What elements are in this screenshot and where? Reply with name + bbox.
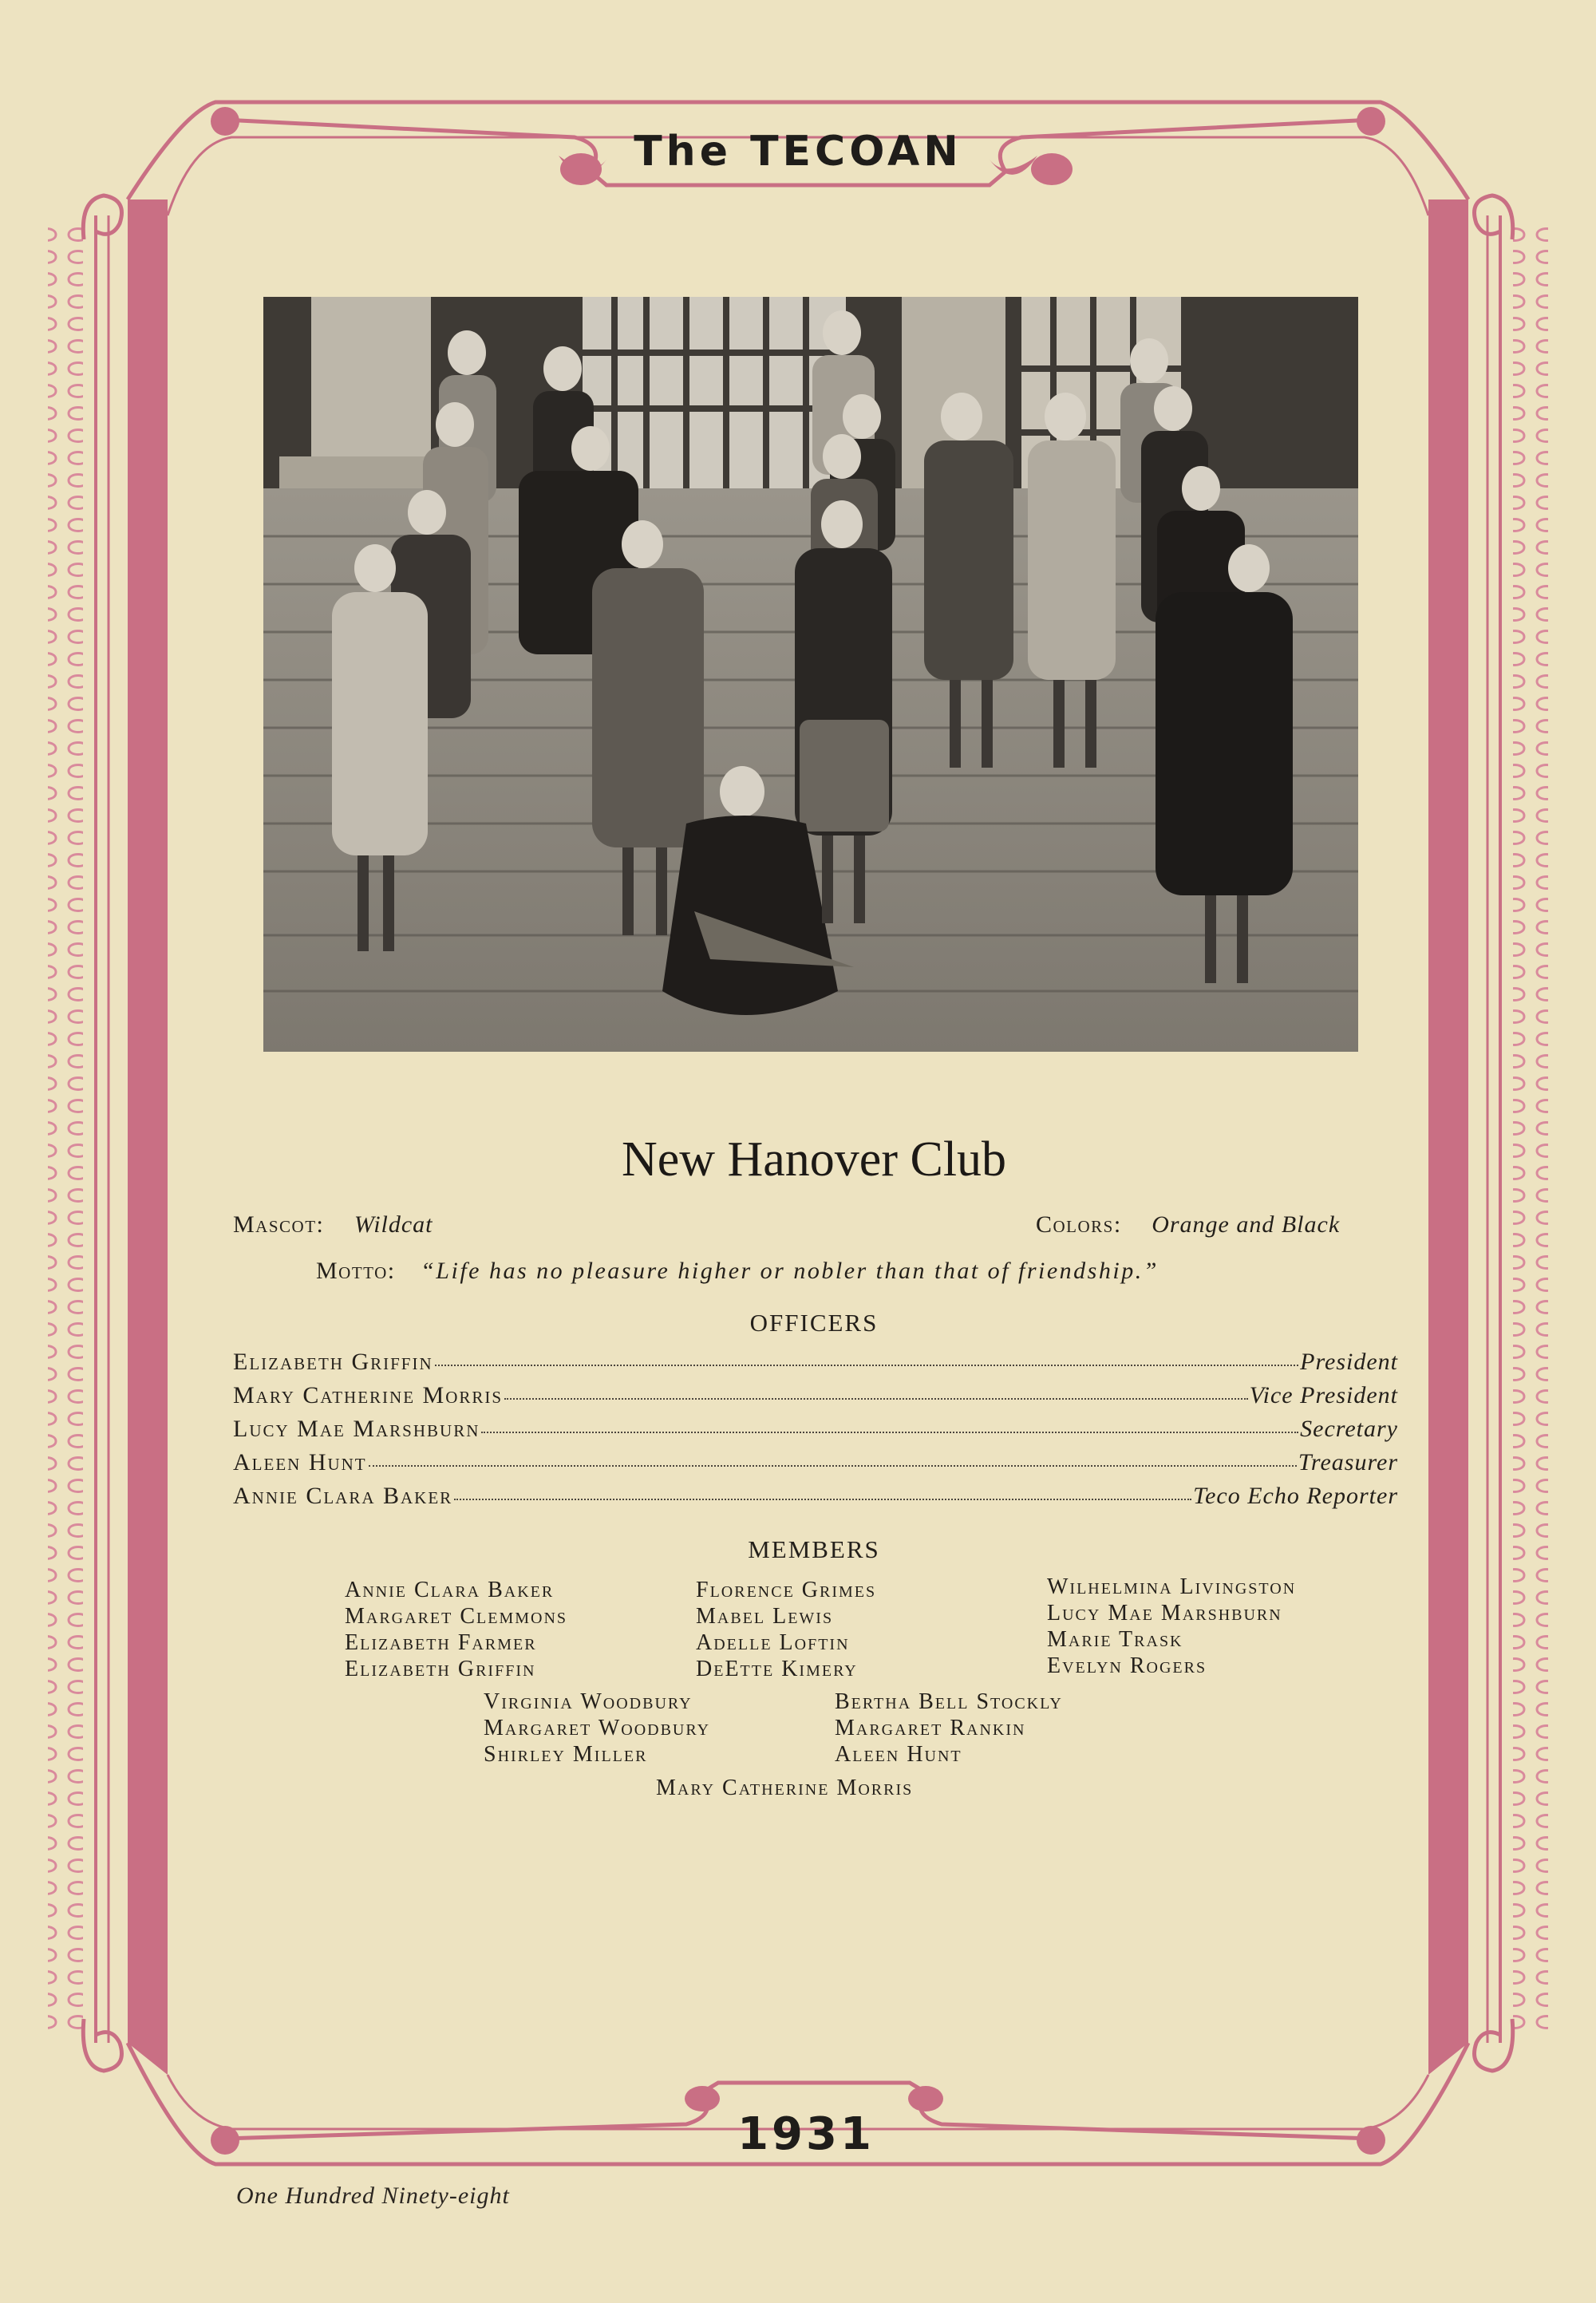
officer-name: Lucy Mae Marshburn: [233, 1416, 480, 1442]
colors-value: Orange and Black: [1152, 1211, 1341, 1238]
club-title: New Hanover Club: [621, 1132, 1007, 1187]
member-name: Evelyn Rogers: [1047, 1653, 1207, 1678]
motto-line: [316, 1258, 1159, 1285]
member-name: Virginia Woodbury: [484, 1689, 693, 1714]
leader-dots: [504, 1398, 1248, 1400]
leader-dots: [435, 1365, 1298, 1366]
leader-dots: [481, 1432, 1298, 1433]
member-name: Elizabeth Griffin: [345, 1657, 536, 1681]
motto-label: Motto:: [316, 1258, 396, 1284]
member-name: Florence Grimes: [696, 1578, 877, 1602]
members-column-2: [696, 1577, 876, 1682]
right-loop-ornament: [1513, 227, 1548, 2031]
member-name: Adelle Loftin: [696, 1630, 850, 1655]
officer-role: President: [1300, 1349, 1398, 1375]
member-name: Annie Clara Baker: [345, 1578, 555, 1602]
officers-heading: OFFICERS: [749, 1309, 879, 1337]
group-photo: [263, 297, 1358, 1052]
officer-row: [233, 1349, 1398, 1381]
members-last-line: [656, 1775, 913, 1801]
mascot-line: [233, 1211, 433, 1238]
leader-dots: [369, 1465, 1297, 1467]
member-name: DeEtte Kimery: [696, 1657, 858, 1681]
leader-dots: [454, 1499, 1191, 1500]
members-column-1: [345, 1577, 567, 1682]
mascot-label: Mascot:: [233, 1211, 325, 1238]
officer-name: Elizabeth Griffin: [233, 1349, 433, 1375]
right-thick-bar: [1428, 199, 1468, 2075]
officer-name: Annie Clara Baker: [233, 1483, 453, 1509]
footer-year: 1931: [737, 2108, 875, 2160]
officer-row: [233, 1382, 1398, 1414]
motto-value: “Life has no pleasure higher or nobler than that of friendship.”: [421, 1258, 1159, 1284]
colors-label: Colors:: [1036, 1211, 1122, 1238]
group-photo-icon: [263, 297, 1358, 1052]
officer-row: [233, 1449, 1398, 1481]
member-name: Aleen Hunt: [835, 1742, 962, 1767]
member-name: Margaret Woodbury: [484, 1716, 711, 1740]
member-name: Bertha Bell Stockly: [835, 1689, 1063, 1714]
officer-role: Vice President: [1249, 1382, 1398, 1408]
member-name: Margaret Clemmons: [345, 1604, 568, 1629]
member-name: Elizabeth Farmer: [345, 1630, 537, 1655]
officer-row: [233, 1416, 1398, 1448]
mascot-value: Wildcat: [354, 1211, 433, 1238]
left-thick-bar: [128, 199, 168, 2075]
member-name: Lucy Mae Marshburn: [1047, 1601, 1282, 1626]
yearbook-title: The TECOAN: [634, 128, 962, 176]
member-name: Margaret Rankin: [835, 1716, 1026, 1740]
members-column-3: [1047, 1574, 1296, 1679]
officer-role: Teco Echo Reporter: [1193, 1483, 1398, 1509]
left-loop-ornament: [48, 227, 83, 2031]
member-name: Mary Catherine Morris: [656, 1776, 914, 1800]
member-name: Shirley Miller: [484, 1742, 648, 1767]
members-heading: MEMBERS: [748, 1535, 880, 1563]
member-name: Mabel Lewis: [696, 1604, 834, 1629]
officer-name: Mary Catherine Morris: [233, 1382, 504, 1408]
members-column-4: [484, 1689, 710, 1768]
member-name: Wilhelmina Livingston: [1047, 1574, 1297, 1599]
officer-role: Secretary: [1300, 1416, 1398, 1442]
officer-name: Aleen Hunt: [233, 1449, 367, 1475]
colors-line: [1036, 1211, 1340, 1238]
page-number-caption: One Hundred Ninety-eight: [236, 2183, 510, 2209]
officer-role: Treasurer: [1298, 1449, 1398, 1475]
officer-row: [233, 1483, 1398, 1515]
members-column-5: [835, 1689, 1063, 1768]
member-name: Marie Trask: [1047, 1627, 1183, 1652]
